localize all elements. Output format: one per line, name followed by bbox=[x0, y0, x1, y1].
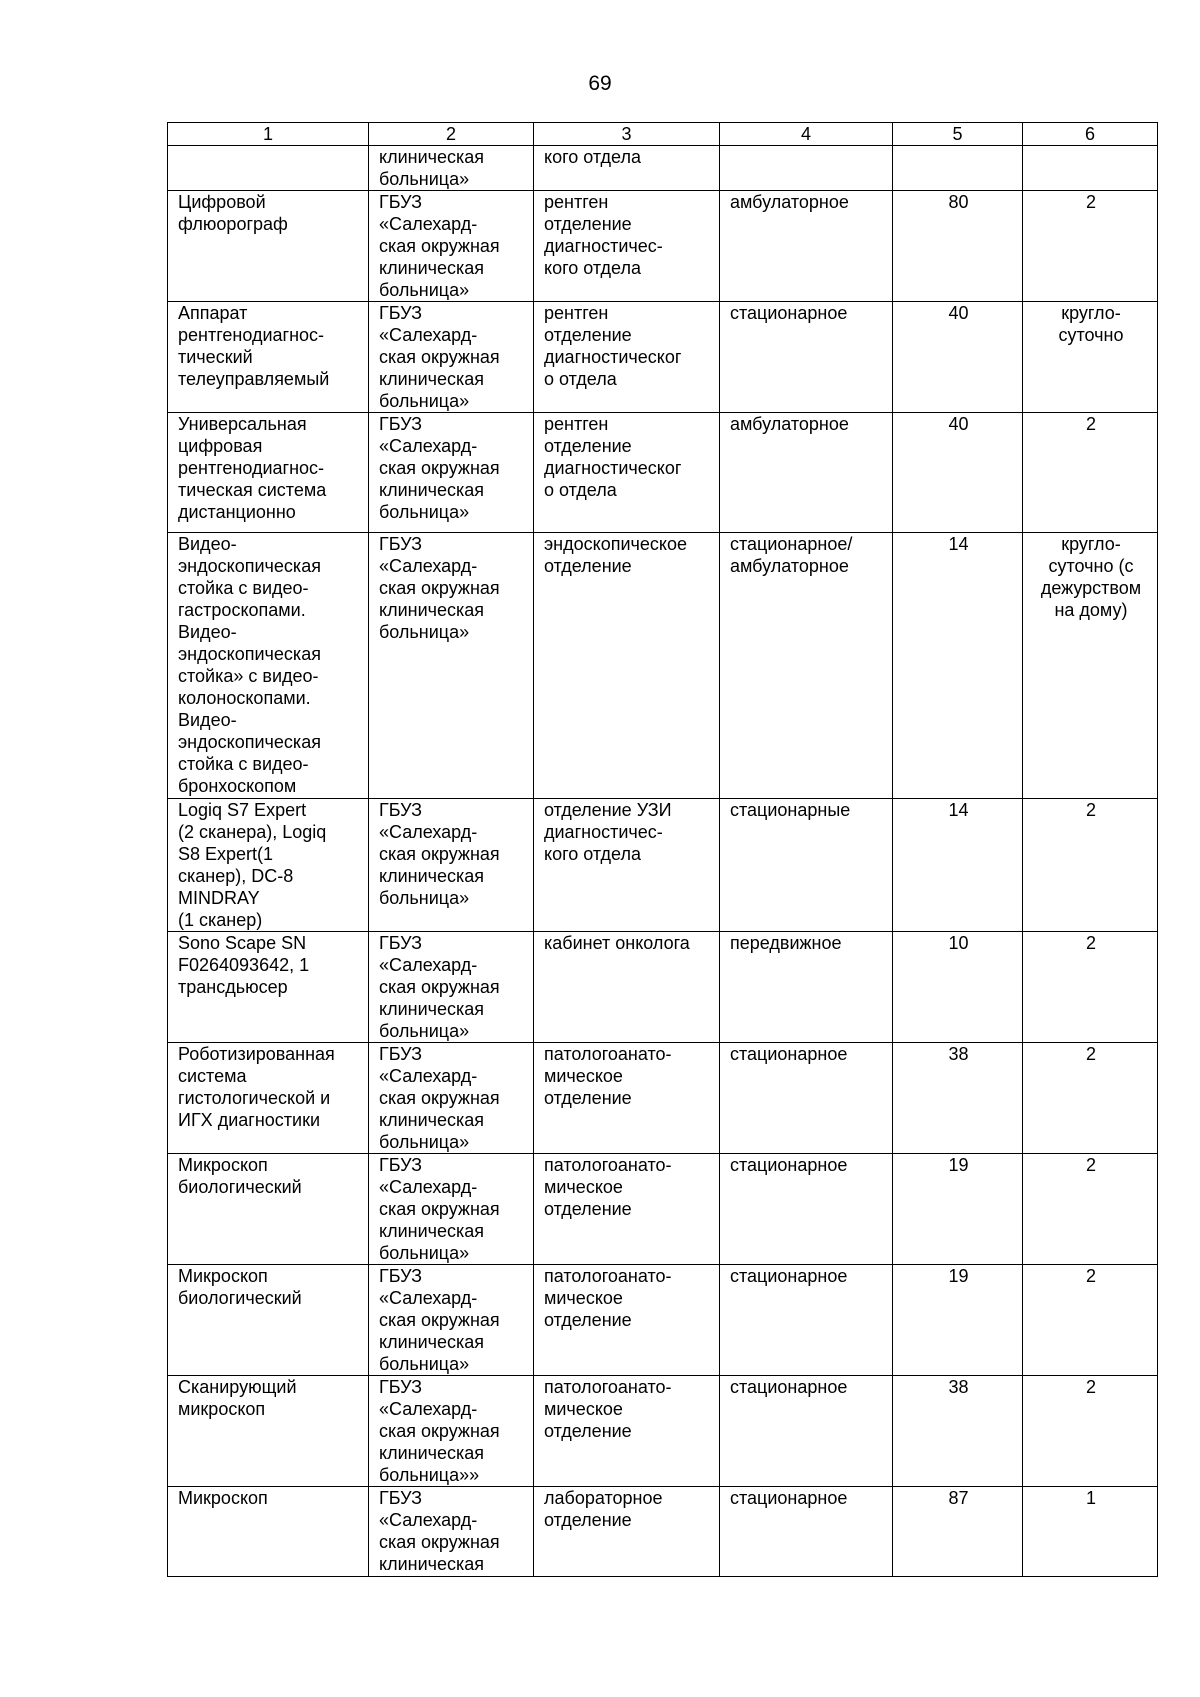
header-cell: 5 bbox=[893, 123, 1023, 146]
equipment-name-cell: Logiq S7 Expert (2 сканера), Logiq S8 Expert(1 сканер), DC-8 MINDRAY (1 сканер) bbox=[168, 799, 369, 932]
institution-cell: клиническая больница» bbox=[369, 146, 534, 191]
table-row bbox=[168, 302, 1158, 413]
capacity-cell: 38 bbox=[893, 1376, 1023, 1487]
care-type-cell: стационарное bbox=[720, 1265, 893, 1376]
equipment-name-cell: Сканирующий микроскоп bbox=[168, 1376, 369, 1487]
table-body bbox=[168, 123, 1158, 1577]
department-cell: отделение УЗИ диагностичес- кого отдела bbox=[534, 799, 720, 932]
care-type-cell: амбулаторное bbox=[720, 413, 893, 533]
department-cell: патологоанато- мическое отделение bbox=[534, 1265, 720, 1376]
table-row bbox=[168, 932, 1158, 1043]
table-header-row bbox=[168, 123, 1158, 146]
shifts-cell bbox=[1023, 146, 1158, 191]
institution-cell: ГБУЗ «Салехард- ская окружная клиническая больница» bbox=[369, 191, 534, 302]
institution-cell: ГБУЗ «Салехард- ская окружная клиническая больница» bbox=[369, 533, 534, 799]
shifts-cell: 2 bbox=[1023, 413, 1158, 533]
care-type-cell: стационарное bbox=[720, 1043, 893, 1154]
header-cell: 4 bbox=[720, 123, 893, 146]
capacity-cell: 14 bbox=[893, 533, 1023, 799]
capacity-cell: 14 bbox=[893, 799, 1023, 932]
shifts-cell: кругло- суточно (с дежурством на дому) bbox=[1023, 533, 1158, 799]
shifts-cell: 2 bbox=[1023, 799, 1158, 932]
header-cell: 1 bbox=[168, 123, 369, 146]
capacity-cell bbox=[893, 146, 1023, 191]
shifts-cell: 2 bbox=[1023, 1265, 1158, 1376]
table-row bbox=[168, 1487, 1158, 1577]
department-cell: кабинет онколога bbox=[534, 932, 720, 1043]
care-type-cell: стационарное bbox=[720, 1487, 893, 1577]
care-type-cell: амбулаторное bbox=[720, 191, 893, 302]
shifts-cell: кругло- суточно bbox=[1023, 302, 1158, 413]
department-cell: лабораторное отделение bbox=[534, 1487, 720, 1577]
department-cell: рентген отделение диагностическог о отдела bbox=[534, 302, 720, 413]
header-cell: 3 bbox=[534, 123, 720, 146]
equipment-name-cell bbox=[168, 146, 369, 191]
equipment-name-cell: Микроскоп биологический bbox=[168, 1265, 369, 1376]
table-row bbox=[168, 1376, 1158, 1487]
shifts-cell: 2 bbox=[1023, 1376, 1158, 1487]
care-type-cell: стационарное/ амбулаторное bbox=[720, 533, 893, 799]
institution-cell: ГБУЗ «Салехард- ская окружная клиническая bbox=[369, 1487, 534, 1577]
care-type-cell: стационарное bbox=[720, 1154, 893, 1265]
institution-cell: ГБУЗ «Салехард- ская окружная клиническая больница» bbox=[369, 1043, 534, 1154]
capacity-cell: 80 bbox=[893, 191, 1023, 302]
institution-cell: ГБУЗ «Салехард- ская окружная клиническая больница» bbox=[369, 799, 534, 932]
care-type-cell: стационарное bbox=[720, 302, 893, 413]
institution-cell: ГБУЗ «Салехард- ская окружная клиническая больница»» bbox=[369, 1376, 534, 1487]
capacity-cell: 87 bbox=[893, 1487, 1023, 1577]
table-row bbox=[168, 533, 1158, 799]
header-cell: 6 bbox=[1023, 123, 1158, 146]
equipment-name-cell: Аппарат рентгенодиагнос- тический телеуправляемый bbox=[168, 302, 369, 413]
department-cell: эндоскопическое отделение bbox=[534, 533, 720, 799]
equipment-name-cell: Универсальная цифровая рентгенодиагнос- тическая система дистанционно bbox=[168, 413, 369, 533]
shifts-cell: 1 bbox=[1023, 1487, 1158, 1577]
equipment-name-cell: Цифровой флюорограф bbox=[168, 191, 369, 302]
equipment-name-cell: Микроскоп bbox=[168, 1487, 369, 1577]
care-type-cell: стационарные bbox=[720, 799, 893, 932]
page-number: 69 bbox=[588, 72, 612, 95]
equipment-name-cell: Видео- эндоскопическая стойка с видео- гастроскопами. Видео- эндоскопическая стойка» с видео- колоноскопами. Видео- эндоскопическая стойка с видео- бронхоскопом bbox=[168, 533, 369, 799]
table-row bbox=[168, 1154, 1158, 1265]
equipment-table bbox=[167, 122, 1158, 1577]
institution-cell: ГБУЗ «Салехард- ская окружная клиническая больница» bbox=[369, 413, 534, 533]
department-cell: рентген отделение диагностичес- кого отдела bbox=[534, 191, 720, 302]
equipment-name-cell: Микроскоп биологический bbox=[168, 1154, 369, 1265]
table-row bbox=[168, 1265, 1158, 1376]
capacity-cell: 40 bbox=[893, 302, 1023, 413]
shifts-cell: 2 bbox=[1023, 191, 1158, 302]
shifts-cell: 2 bbox=[1023, 1154, 1158, 1265]
shifts-cell: 2 bbox=[1023, 932, 1158, 1043]
table-row bbox=[168, 799, 1158, 932]
care-type-cell bbox=[720, 146, 893, 191]
department-cell: патологоанато- мическое отделение bbox=[534, 1043, 720, 1154]
header-cell: 2 bbox=[369, 123, 534, 146]
shifts-cell: 2 bbox=[1023, 1043, 1158, 1154]
capacity-cell: 19 bbox=[893, 1154, 1023, 1265]
care-type-cell: стационарное bbox=[720, 1376, 893, 1487]
department-cell: кого отдела bbox=[534, 146, 720, 191]
table-row bbox=[168, 146, 1158, 191]
care-type-cell: передвижное bbox=[720, 932, 893, 1043]
institution-cell: ГБУЗ «Салехард- ская окружная клиническая больница» bbox=[369, 1154, 534, 1265]
equipment-name-cell: Роботизированная система гистологической и ИГХ диагностики bbox=[168, 1043, 369, 1154]
capacity-cell: 19 bbox=[893, 1265, 1023, 1376]
capacity-cell: 40 bbox=[893, 413, 1023, 533]
table-row bbox=[168, 413, 1158, 533]
capacity-cell: 38 bbox=[893, 1043, 1023, 1154]
institution-cell: ГБУЗ «Салехард- ская окружная клиническая больница» bbox=[369, 1265, 534, 1376]
institution-cell: ГБУЗ «Салехард- ская окружная клиническая больница» bbox=[369, 932, 534, 1043]
department-cell: патологоанато- мическое отделение bbox=[534, 1376, 720, 1487]
department-cell: патологоанато- мическое отделение bbox=[534, 1154, 720, 1265]
table-row bbox=[168, 191, 1158, 302]
equipment-name-cell: Sono Scape SN F0264093642, 1 трансдьюсер bbox=[168, 932, 369, 1043]
table-row bbox=[168, 1043, 1158, 1154]
institution-cell: ГБУЗ «Салехард- ская окружная клиническая больница» bbox=[369, 302, 534, 413]
department-cell: рентген отделение диагностическог о отдела bbox=[534, 413, 720, 533]
capacity-cell: 10 bbox=[893, 932, 1023, 1043]
